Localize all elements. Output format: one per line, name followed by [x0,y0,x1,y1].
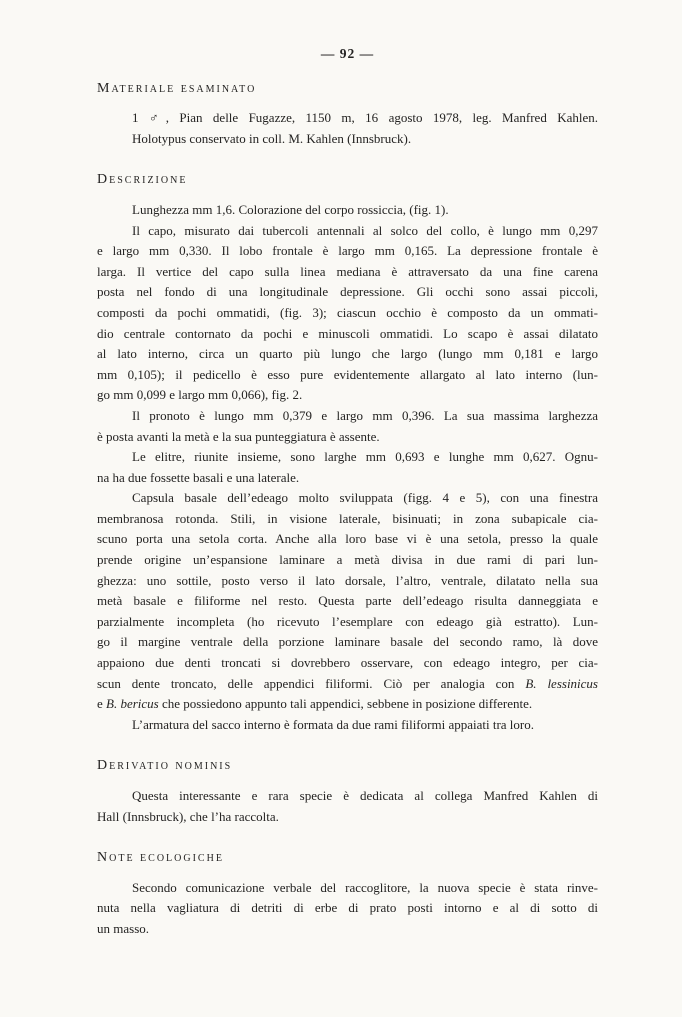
species-name-italic: B. bericus [106,696,159,712]
text-line: parzialmente incompleta (ho ricevuto l’esemplare con edeago già estratto). Lun- [97,613,598,629]
text-line: e largo mm 0,330. Il lobo frontale è largo mm 0,165. La depressione frontale è [97,243,598,259]
section [97,170,598,735]
paragraph [97,786,598,827]
paragraph [97,200,598,221]
text-line: al lato interno, circa un quarto più lungo che largo (lungo mm 0,181 e largo [97,346,598,362]
text-line: go il margine ventrale della porzione laminare basale del secondo ramo, là dove [97,634,598,650]
text-line: dio centrale contornato da pochi e minuscoli ommatidi. Lo scapo è assai dilatato [97,325,598,341]
sections-container [97,79,598,940]
text-line: metà basale e filiforme nel resto. Questa parte dell’edeago risulta danneggiata e [97,593,598,609]
text-line: prende origine un’espansione laminare a metà divisa in due rami di pari lun- [97,552,598,568]
text-line: Hall (Innsbruck), che l’ha raccolta. [97,808,279,824]
text-line: larga. Il vertice del capo sulla linea mediana è attraversato da una fine carena [97,263,598,279]
paragraph [97,488,598,715]
text-block [97,44,598,940]
section-heading: Note ecologiche [97,850,224,866]
paragraph [97,715,598,736]
paragraph [97,406,598,447]
section [97,848,598,939]
text-line: posta nel fondo di una longitudinale depressione. Gli occhi sono assai piccoli, [97,284,598,300]
section-heading: Materiale esaminato [97,80,257,96]
species-name-italic: B. lessinicus [525,675,598,691]
paragraph [97,108,598,149]
section [97,79,598,150]
text-line: Le elitre, riunite insieme, sono larghe mm 0,693 e lunghe mm 0,627. Ognu- [132,449,598,465]
text-line: e B. bericus che possiedono appunto tali appendici, sebbene in posizione differente. [97,696,533,712]
page-number: — 92 — [320,46,375,61]
text-line: Holotypus conservato in coll. M. Kahlen (Innsbruck). [132,130,412,146]
text-line: mm 0,105); il pedicello è esso pure evidentemente allargato al lato interno (lun- [97,366,598,382]
text-line: L’armatura del sacco interno è formata da due rami filiformi appaiati tra loro. [132,716,534,732]
paragraph [97,221,598,406]
paragraph [97,447,598,488]
text-line: un masso. [97,920,149,936]
text-line: scun dente troncato, delle appendici filiformi. Ciò per analogia con B. lessinicus [97,675,598,691]
text-line: è posta avanti la metà e la sua punteggiatura è assente. [97,428,380,444]
text-line: membranosa rotonda. Stili, in visione laterale, bisinuati; in zona subapicale cia- [97,510,598,526]
text-line: na ha due fossette basali e una laterale. [97,469,300,485]
text-line: Lunghezza mm 1,6. Colorazione del corpo rossiccia, (fig. 1). [132,201,449,217]
text-line: Secondo comunicazione verbale del raccoglitore, la nuova specie è stata rinve- [132,879,598,895]
text-line: nuta nella vagliatura di detriti di erbe di prato posti intorno e al di sotto di [97,900,598,916]
text-line: 1 ♂, Pian delle Fugazze, 1150 m, 16 agosto 1978, leg. Manfred Kahlen. [132,110,598,126]
section-heading: Descrizione [97,172,188,188]
text-line: Questa interessante e rara specie è dedicata al collega Manfred Kahlen di [132,788,598,803]
text-line: Il pronoto è lungo mm 0,379 e largo mm 0,396. La sua massima larghezza [132,407,598,423]
text-line: Capsula basale dell’edeago molto sviluppata (figg. 4 e 5), con una finestra [132,490,598,506]
text-line: scuno porta una setola corta. Anche alla loro base vi è una setola, presso la quale [97,531,598,547]
text-line: composti da pochi ommatidi, (fig. 3); ciascun occhio è composto da un ommati- [97,304,598,320]
text-line: appaiono due denti troncati si dovrebbero osservare, con edeago integro, per cia- [97,655,598,671]
text-line: go mm 0,099 e largo mm 0,066), fig. 2. [97,387,303,403]
text-line: ghezza: uno sottile, posto verso il lato dorsale, l’altro, ventrale, dilatato nella sua [97,572,598,588]
section [97,756,598,827]
section-heading: Derivatio nominis [97,758,233,774]
text-line: Il capo, misurato dai tubercoli antennali al solco del collo, è lungo mm 0,297 [132,222,598,238]
paragraph [97,878,598,940]
